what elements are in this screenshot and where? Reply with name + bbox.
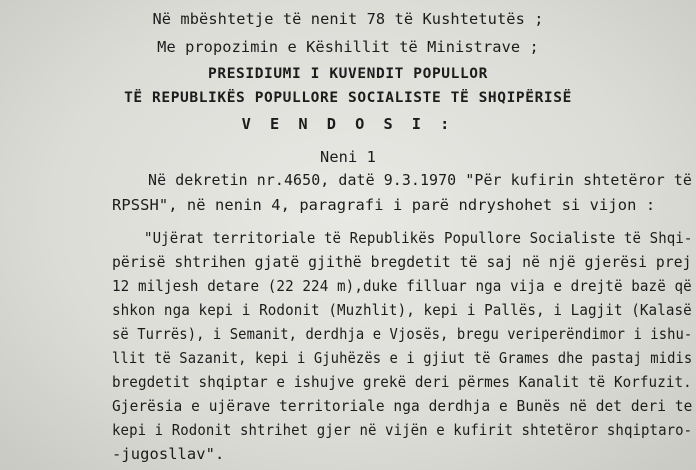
article-title: Neni 1 (320, 148, 376, 166)
article-intro-line-1: Në dekretin nr.4650, datë 9.3.1970 "Për kufirin shtetëror të (148, 171, 692, 189)
quoted-text-line-5: së Turrës), i Semanit, derdhja e Vjosës, bregu veriperëndimor i ishu- (112, 325, 693, 343)
quoted-text-line-10: -jugosllav". (112, 445, 225, 463)
preamble-line-2: Me propozimin e Këshillit të Ministrave ; (157, 38, 539, 56)
issuer-line-2: TË REPUBLIKËS POPULLORE SOCIALISTE TË SHQIPËRISË (124, 89, 572, 106)
quoted-text-line-3: 12 miljesh detare (22 224 m),duke filluar nga vija e drejtë bazë që (112, 277, 692, 295)
quoted-text-line-6: llit të Sazanit, kepi i Gjuhëzës e i gjiut të Grames dhe pastaj midis (112, 349, 693, 367)
quoted-text-line-7: bregdetit shqiptar e ishujve grekë deri përmes Kanalit të Korfuzit. (112, 373, 692, 391)
article-intro-line-2: RPSSH", në nenin 4, paragrafi i parë ndryshohet si vijon : (112, 196, 656, 214)
quoted-text-line-8: Gjerësia e ujërave territoriale nga derdhja e Bunës në det deri te (112, 397, 693, 415)
preamble-line-1: Në mbështetje të nenit 78 të Kushtetutës ; (152, 10, 544, 28)
decision-heading: V E N D O S I : (241, 115, 455, 133)
quoted-text-line-1: "Ujërat territoriale të Republikës Popullore Socialiste të Shqi- (144, 229, 693, 247)
quoted-text-line-4: shkon nga kepi i Rodonit (Muzhlit), kepi i Pallës, i Lagjit (Kalasë (112, 301, 692, 319)
issuer-line-1: PRESIDIUMI I KUVENDIT POPULLOR (208, 65, 488, 82)
quoted-text-line-2: përisë shtrihen gjatë gjithë bregdetit të saj në një gjerësi prej (112, 253, 692, 271)
quoted-text-line-9: kepi i Rodonit shtrihet gjer në vijën e kufirit shtetëror shqiptaro- (112, 421, 693, 439)
